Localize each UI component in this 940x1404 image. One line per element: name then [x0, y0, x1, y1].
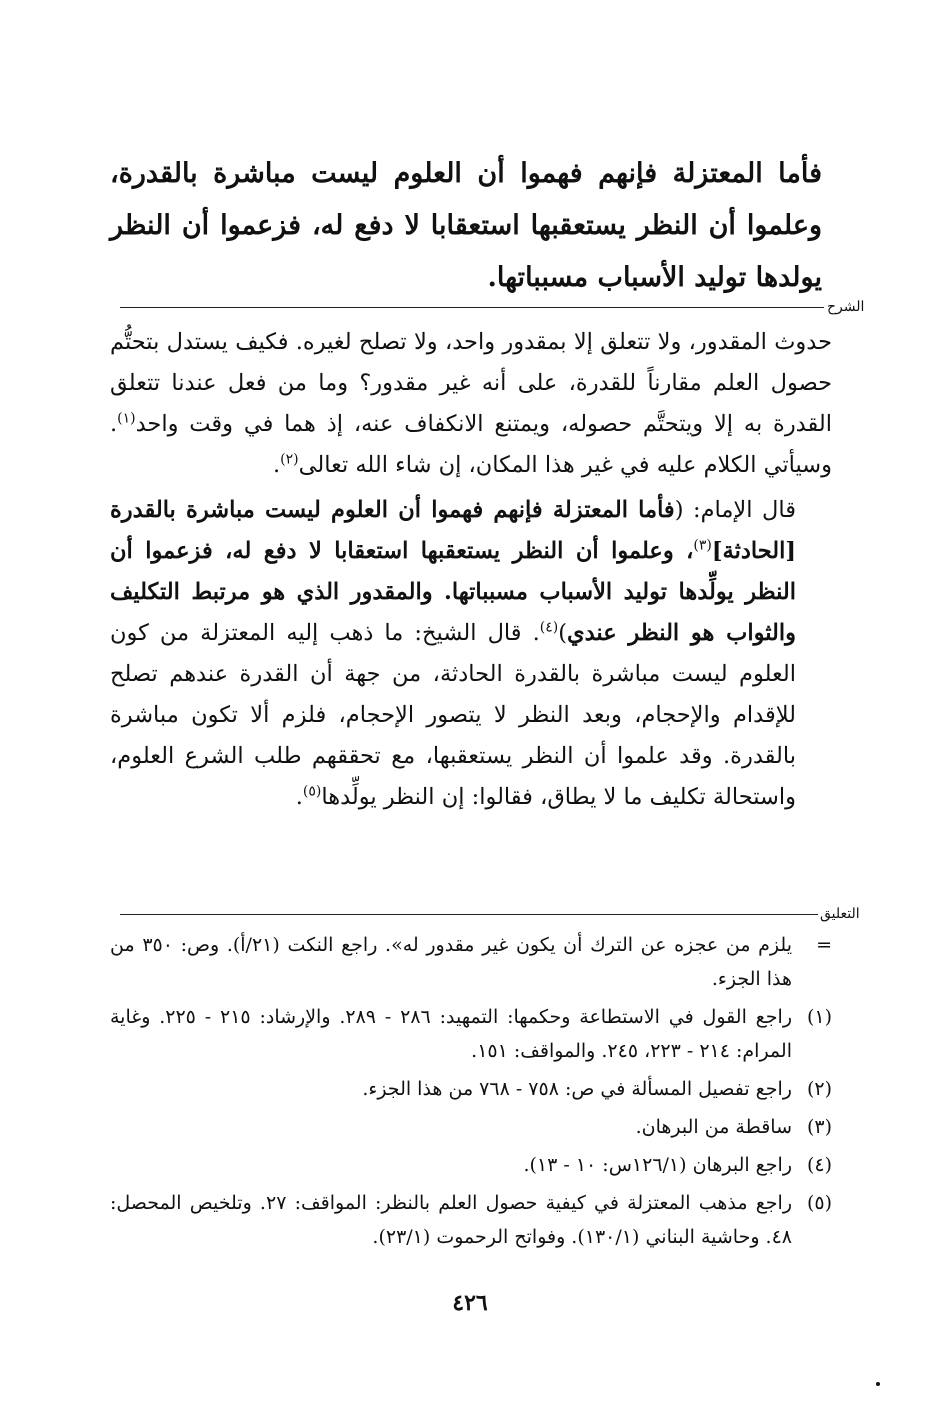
sharh-p2-end: . [295, 784, 303, 810]
footnote-text: راجع مذهب المعتزلة في كيفية حصول العلم بالنظر: المواقف: ٢٧. وتلخيص المحصل: ٤٨. وحاشية البناني (١٣٠/١). وفواتح الرحموت (٢٣/١). [110, 1192, 793, 1248]
imam-quote-a: فأما المعتزلة فإنهم فهموا أن العلوم ليست مباشرة بالقدرة [الحادثة] [110, 497, 796, 564]
matn-text-block [110, 148, 822, 304]
footnote-ref-5: (٥) [302, 783, 322, 800]
footnote-number: (١) [806, 1006, 832, 1028]
footnote-text: راجع البرهان (١٢٦/١س: ١٠ - ١٣). [523, 1154, 792, 1176]
footnote-item [110, 1110, 832, 1144]
sharh-separator [120, 307, 824, 308]
sharh-paragraph-2 [110, 490, 832, 818]
footnote-ref-2: (٢) [280, 451, 299, 468]
footnote-number: (٣) [806, 1116, 832, 1138]
footnote-item [110, 1072, 832, 1106]
sharh-p1-text-c: . [273, 452, 281, 478]
footnote-item [110, 1186, 832, 1254]
taliq-label: التعليق [820, 906, 860, 922]
scan-dot [876, 1382, 880, 1386]
sharh-p2-intro: قال الإمام: ( [674, 497, 796, 523]
footnote-text: راجع تفصيل المسألة في ص: ٧٥٨ - ٧٦٨ من هذا الجزء. [362, 1078, 792, 1100]
footnote-number: (٤) [806, 1154, 832, 1176]
footnote-text: راجع القول في الاستطاعة وحكمها: التمهيد: ٢٨٦ - ٢٨٩. والإرشاد: ٢١٥ - ٢٢٥. وغاية المرام: ٢١٤ - ٢٢٣، ٢٤٥. والمواقف: ١٥١. [110, 1006, 792, 1062]
sharh-p1-text-a: حدوث المقدور، ولا تتعلق إلا بمقدور واحد، ولا تصلح لغيره. فكيف يستدل بتحتُّم حصول العلم مقارناً للقدرة، على أنه غير مقدور؟ وما من فعل عندنا تتعلق القدرة به إلا ويتحتَّم حصوله، ويمتنع الانكفاف عنه، إذ هما في وقت واحد [110, 329, 832, 437]
footnote-item [110, 1000, 832, 1068]
quote-close-paren: ) [558, 620, 568, 646]
sharh-label: الشرح [827, 299, 865, 315]
footnote-number: (٥) [806, 1192, 832, 1214]
sharh-text-block [110, 322, 832, 818]
sharh-paragraph-1 [110, 322, 832, 486]
taliq-separator [120, 914, 818, 915]
footnote-ref-1: (١) [117, 410, 136, 427]
footnote-number: = [816, 934, 832, 956]
sharh-p1-text-b: . وسيأتي الكلام عليه في غير هذا المكان، إن شاء الله تعالى [110, 411, 832, 478]
footnote-item [110, 1148, 832, 1182]
imam-quote-b: ، وعلموا أن النظر يستعقبها استعقابا لا دفع له، فزعموا أن النظر يولِّدها توليد الأسباب مسبباتها. والمقدور الذي هو مرتبط التكليف والثواب هو النظر عندي [110, 538, 796, 646]
page-number: ٤٢٦ [452, 1290, 488, 1316]
footnote-ref-4: (٤) [539, 619, 559, 636]
footnotes-block [110, 928, 832, 1258]
footnote-item [110, 928, 832, 996]
footnote-number: (٢) [806, 1078, 832, 1100]
sharh-p2-rest: . قال الشيخ: ما ذهب إليه المعتزلة من كون العلوم ليست مباشرة بالقدرة الحادثة، من جهة أن القدرة عندهم تصلح للإقدام والإحجام، وبعد النظر لا يتصور الإحجام، فلزم ألا تكون مباشرة بالقدرة. وقد علموا أن النظر يستعقبها، مع تحققهم طلب الشرع العلوم، واستحالة تكليف ما لا يطاق، فقالوا: إن النظر يولِّدها [110, 620, 796, 810]
matn-paragraph: فأما المعتزلة فإنهم فهموا أن العلوم ليست مباشرة بالقدرة، وعلموا أن النظر يستعقبها استعقابا لا دفع له، فزعموا أن النظر يولدها توليد الأسباب مسبباتها. [110, 158, 822, 293]
footnote-text: ساقطة من البرهان. [635, 1116, 792, 1138]
footnote-ref-3: (٣) [693, 537, 712, 554]
footnote-text: يلزم من عجزه عن الترك أن يكون غير مقدور له». راجع النكت (٢١/أ). وص: ٣٥٠ من هذا الجزء. [110, 934, 792, 990]
